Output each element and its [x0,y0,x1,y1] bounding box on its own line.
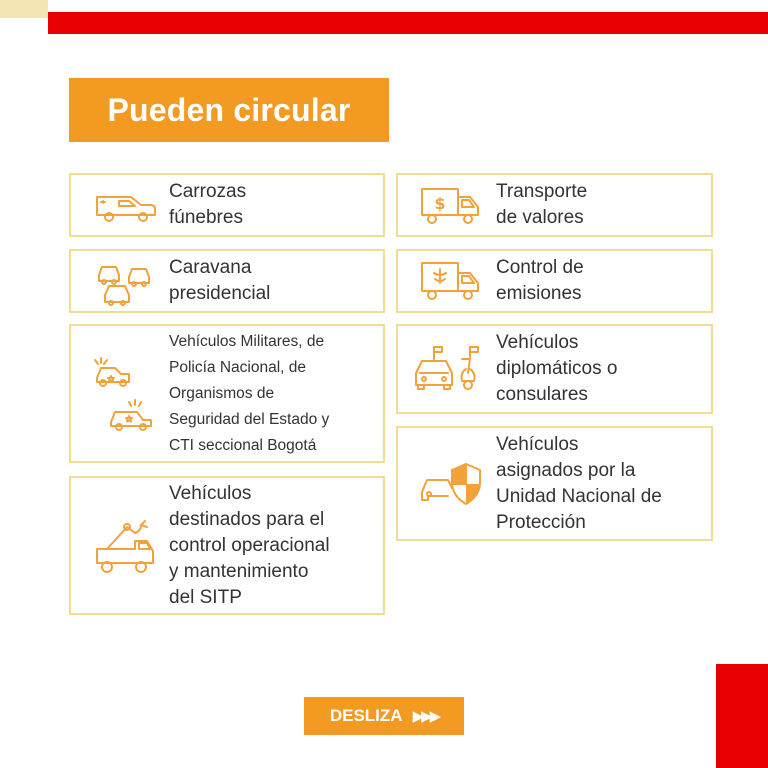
card-label: Caravana presidencial [169,257,271,304]
card-label: Control de emisiones [496,257,584,304]
card-unidad-nacional-proteccion [396,426,713,541]
page-title: Pueden circular [69,78,389,142]
presidential-caravan-icon [91,255,159,307]
card-control-operacional-sitp [69,476,385,615]
desliza-button[interactable] [304,697,464,735]
card-label: Vehículos asignados por la Unidad Nacional de Protección [496,433,662,533]
desliza-label: DESLIZA [329,706,403,725]
protection-shield-icon [418,458,486,510]
top-left-decoration [0,0,48,18]
card-label: Carrozas fúnebres [169,181,247,228]
card-label: Vehículos Militares, de Policía Nacional, de Organismos de Seguridad del Estado y CTI seccional Bogotá [169,332,330,454]
svg-text:$: $ [434,194,446,213]
top-red-bar [48,12,768,34]
card-carrozas-funebres [69,173,385,237]
triple-arrow-icon: ▶▶▶ [412,708,439,725]
card-vehiculos-diplomaticos [396,324,713,414]
diplomatic-vehicles-icon [410,343,486,395]
card-caravana-presidencial [69,249,385,313]
card-control-emisiones [396,249,713,313]
card-label: Vehículos diplomáticos o consulares [496,332,618,405]
card-vehiculos-militares [69,324,385,463]
emissions-truck-icon [418,255,486,307]
card-transporte-valores [396,173,713,237]
card-label: Vehículos destinados para el control operacional y mantenimiento del SITP [169,482,330,608]
hearse-icon [91,179,159,231]
police-vehicles-icon [89,354,161,434]
money-truck-icon [418,179,486,231]
bottom-right-decoration [716,664,768,768]
crane-truck-icon [91,511,161,581]
card-label: Transporte de valores [496,181,588,228]
